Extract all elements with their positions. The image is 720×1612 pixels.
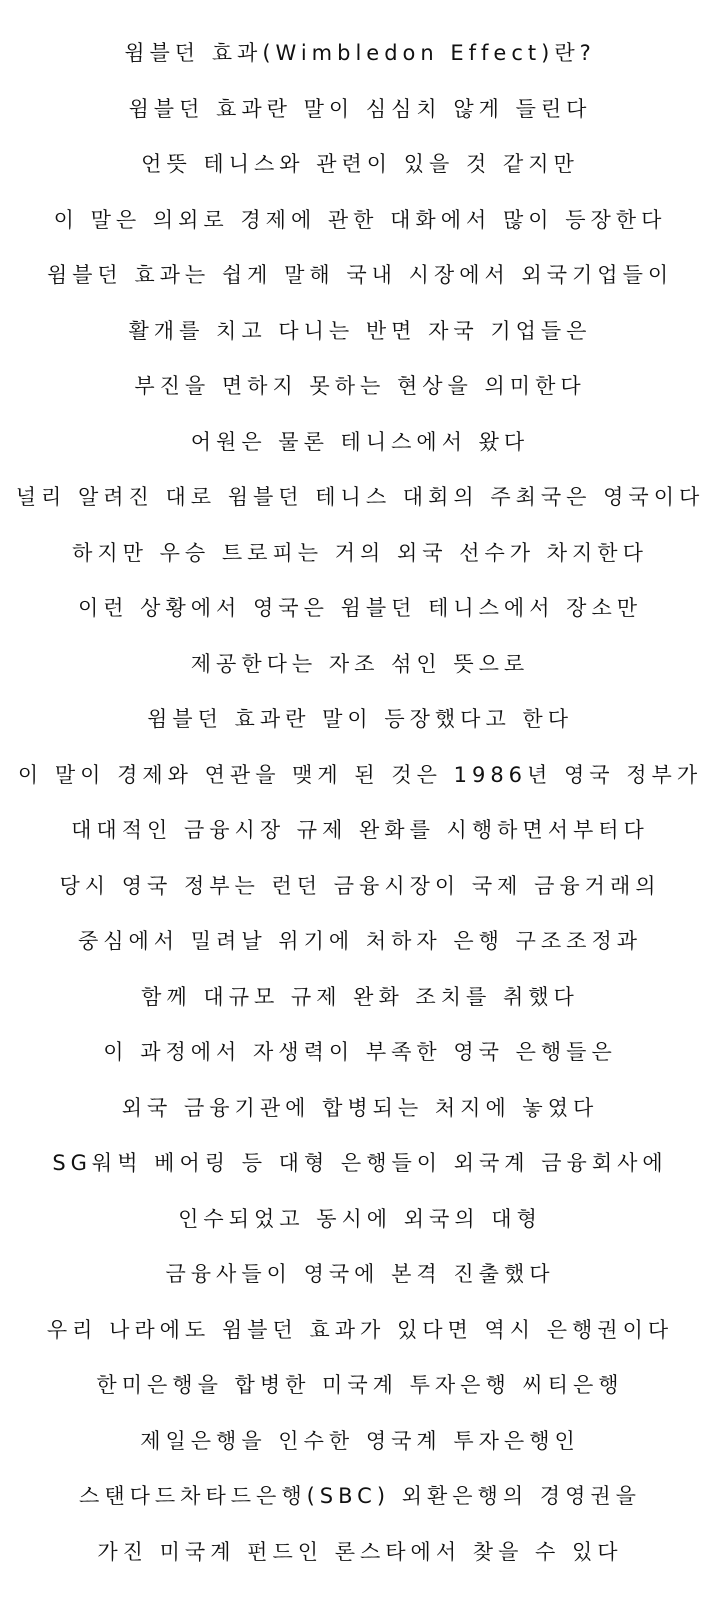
text-line: 이런 상황에서 영국은 윔블던 테니스에서 장소만	[77, 596, 643, 620]
text-line: 언뜻 테니스와 관련이 있을 것 같지만	[141, 152, 579, 176]
text-line: 금융사들이 영국에 본격 진출했다	[165, 1262, 555, 1286]
text-line: 중심에서 밀려날 위기에 처하자 은행 구조조정과	[77, 929, 643, 953]
text-line: 제공한다는 자조 섞인 뜻으로	[190, 651, 530, 676]
text-line: 외국 금융기관에 합병되는 처지에 놓였다	[121, 1095, 599, 1120]
text-line: 활개를 치고 다니는 반면 자국 기업들은	[128, 318, 592, 343]
text-line: 우리 나라에도 윔블던 효과가 있다면 역시 은행권이다	[46, 1317, 674, 1342]
text-line: 윔블던 효과란 말이 등장했다고 한다	[147, 707, 573, 731]
document-title: 윔블던 효과(Wimbledon Effect)란?	[124, 41, 596, 65]
text-line: 대대적인 금융시장 규제 완화를 시행하면서부터다	[71, 818, 649, 842]
text-line: 이 말이 경제와 연관을 맺게 된 것은 1986년 영국 정부가	[17, 762, 703, 787]
text-line: 인수되었고 동시에 외국의 대형	[178, 1206, 542, 1231]
text-line: 한미은행을 합병한 미국계 투자은행 씨티은행	[96, 1373, 624, 1397]
text-line: 부진을 면하지 못하는 현상을 의미한다	[134, 374, 586, 398]
text-line: 윔블던 효과는 쉽게 말해 국내 시장에서 외국기업들이	[46, 263, 674, 287]
text-line: 하지만 우승 트로피는 거의 외국 선수가 차지한다	[72, 540, 648, 565]
text-line: 이 과정에서 자생력이 부족한 영국 은행들은	[103, 1040, 617, 1064]
text-line: 함께 대규모 규제 완화 조치를 취했다	[141, 984, 579, 1009]
text-line: 제일은행을 인수한 영국계 투자은행인	[140, 1428, 580, 1453]
text-line: 어원은 물론 테니스에서 왔다	[190, 429, 530, 454]
text-line: 가진 미국계 펀드인 론스타에서 찾을 수 있다	[97, 1539, 623, 1564]
text-line: 스탠다드차타드은행(SBC) 외환은행의 경영권을	[79, 1484, 641, 1508]
text-line: SG워벅 베어링 등 대형 은행들이 외국계 금융회사에	[52, 1151, 668, 1175]
text-line: 이 말은 의외로 경제에 관한 대화에서 많이 등장한다	[53, 207, 667, 232]
text-line: 윔블던 효과란 말이 심심치 않게 들린다	[128, 96, 592, 121]
text-line: 당시 영국 정부는 런던 금융시장이 국제 금융거래의	[59, 873, 661, 898]
text-line: 널리 알려진 대로 윔블던 테니스 대회의 주최국은 영국이다	[15, 485, 705, 509]
